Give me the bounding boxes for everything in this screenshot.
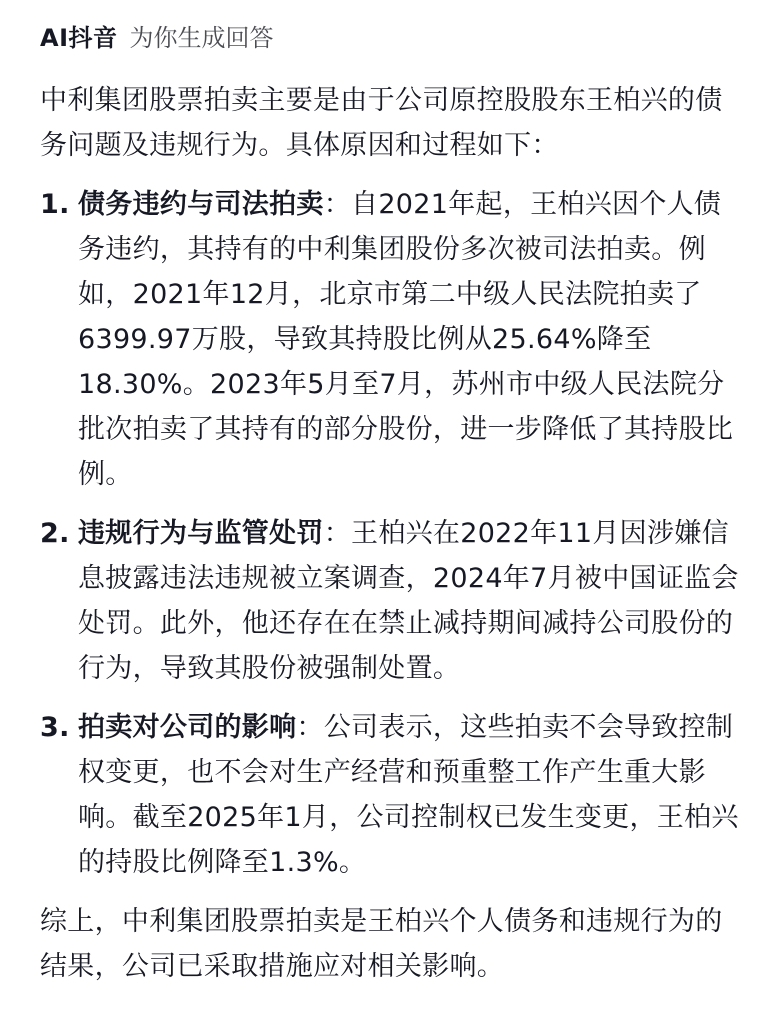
list-item-text: 公司表示，这些拍卖不会导致控制权变更，也不会对生产经营和预重整工作产生重大影响。截至2025年1月，公司控制权已发生变更，王柏兴的持股比例降至1.3%。 bbox=[78, 712, 739, 878]
list-item-text: 王柏兴在2022年11月因涉嫌信息披露违法违规被立案调查，2024年7月被中国证监会处罚。此外，他还存在在禁止减持期间减持公司股份的行为，导致其股份被强制处置。 bbox=[78, 518, 739, 684]
answer-content bbox=[40, 78, 740, 989]
intro-paragraph: 中利集团股票拍卖主要是由于公司原控股股东王柏兴的债务问题及违规行为。具体原因和过程如下： bbox=[40, 85, 723, 161]
list-item-separator: ： bbox=[323, 518, 352, 549]
ai-douyin-brand: AI抖音 bbox=[40, 24, 118, 52]
list-item bbox=[40, 182, 740, 497]
header-subtitle: 为你生成回答 bbox=[129, 24, 274, 52]
list-item-title: 违规行为与监管处罚 bbox=[78, 518, 324, 549]
list-item-number: 3. bbox=[40, 712, 70, 743]
list-item-number: 2. bbox=[40, 518, 70, 549]
list-item-separator: ： bbox=[296, 712, 324, 743]
list-item bbox=[40, 705, 740, 885]
list-item-body bbox=[78, 705, 740, 885]
list-item-title: 拍卖对公司的影响 bbox=[78, 712, 297, 743]
list-item-number: 1. bbox=[40, 189, 70, 220]
list-item-body bbox=[78, 511, 740, 691]
answer-header bbox=[40, 18, 274, 53]
list-item-body bbox=[78, 182, 740, 497]
reason-list bbox=[40, 182, 740, 885]
list-item-title: 债务违约与司法拍卖 bbox=[78, 189, 324, 220]
list-item bbox=[40, 511, 740, 691]
list-item-text: 自2021年起，王柏兴因个人债务违约，其持有的中利集团股份多次被司法拍卖。例如，2021年12月，北京市第二中级人民法院拍卖了6399.97万股，导致其持股比例从25.64%降至18.30%。2023年5月至7月，苏州市中级人民法院分批次拍卖了其持有的部分股份，进一步降低了其持股比例。 bbox=[78, 189, 734, 490]
summary-paragraph: 综上，中利集团股票拍卖是王柏兴个人债务和违规行为的结果，公司已采取措施应对相关影响。 bbox=[40, 906, 723, 982]
list-item-separator: ： bbox=[323, 189, 352, 220]
